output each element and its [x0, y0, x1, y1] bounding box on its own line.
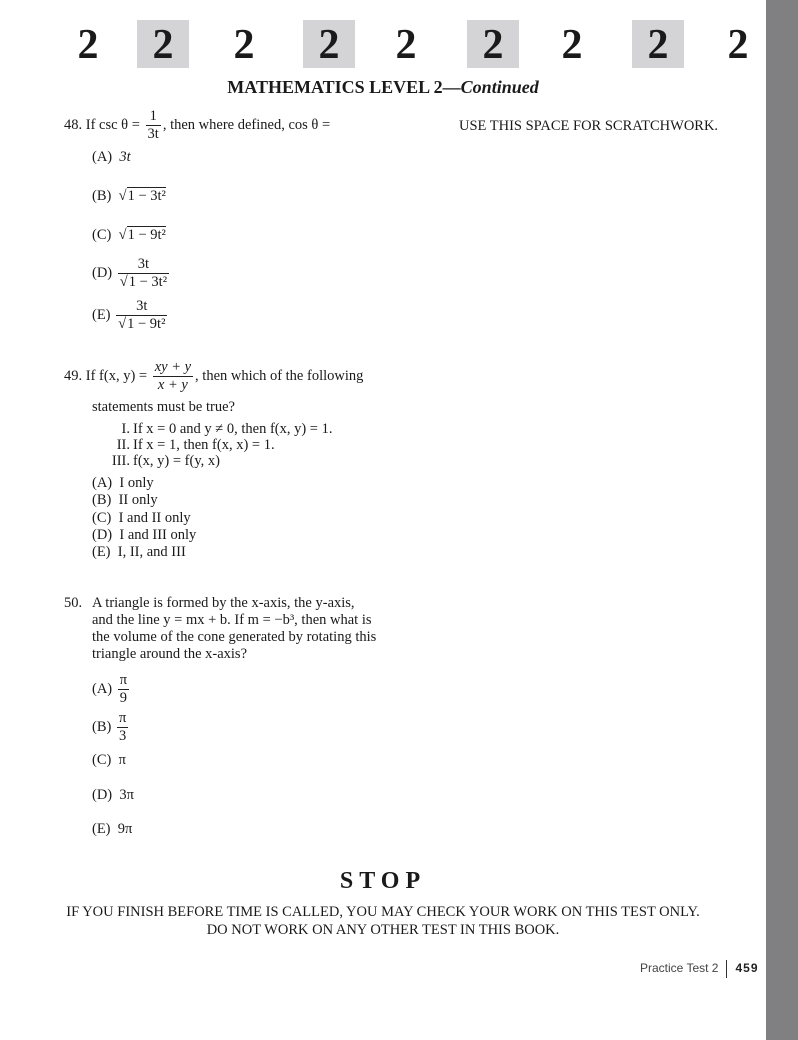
choice-label: (D): [92, 527, 113, 543]
question-text: If f(x, y) =: [85, 367, 148, 384]
section-number: 2: [233, 22, 255, 68]
page-edge-bar: [766, 0, 798, 1040]
section-number: 2: [561, 22, 583, 68]
choice-label: (B): [92, 718, 112, 735]
question-text: , then where defined, cos θ =: [162, 116, 331, 133]
choice-48c[interactable]: (C) √1 − 9t²: [92, 227, 166, 243]
choice-49d[interactable]: [92, 527, 196, 544]
statement-text: f(x, y) = f(y, x): [133, 453, 220, 469]
fraction: [146, 108, 161, 143]
question-text: , then which of the following: [195, 367, 364, 384]
choice-label: (C): [92, 752, 112, 768]
choice-text: 1 − 9t²: [127, 227, 166, 243]
stop-note: DO NOT WORK ON ANY OTHER TEST IN THIS BOOK.: [206, 922, 560, 938]
question-text: and the line y = mx + b. If m = −b³, then what is: [92, 612, 372, 628]
question-text: the volume of the cone generated by rotating this: [92, 629, 377, 645]
choice-label: (B): [92, 188, 112, 204]
question-number: 49.: [64, 367, 83, 384]
denominator: √1 − 3t²: [119, 274, 168, 290]
choice-text: I, II, and III: [117, 544, 186, 560]
choice-48b[interactable]: (B) √1 − 3t²: [92, 188, 166, 204]
radicand: 1 − 9t²: [127, 316, 166, 332]
choice-49c[interactable]: [92, 510, 191, 527]
choice-label: (A): [92, 680, 113, 697]
question-number: 50.: [64, 595, 83, 611]
choice-48d[interactable]: [92, 256, 171, 291]
numerator: 3t: [118, 256, 169, 274]
choice-text: 3π: [119, 787, 134, 803]
stop-heading: STOP: [339, 868, 427, 894]
fraction: [117, 710, 128, 745]
fraction: [153, 359, 193, 394]
denominator: 3: [119, 728, 127, 744]
choice-text: I and III only: [119, 527, 197, 543]
choice-label: (D): [92, 264, 113, 281]
choice-label: (B): [92, 492, 112, 508]
footer-section: Practice Test 2: [640, 961, 719, 976]
choice-48e[interactable]: [92, 298, 169, 333]
choice-text: I and II only: [118, 510, 191, 526]
choice-text: 1 − 3t²: [127, 188, 166, 204]
numerator: π: [118, 710, 127, 726]
statement-label: III.: [111, 453, 130, 469]
choice-label: (E): [92, 821, 111, 837]
denominator: 9: [119, 690, 128, 706]
section-number: 2: [727, 22, 749, 68]
question-text: If csc θ =: [85, 116, 140, 133]
question-text: A triangle is formed by the x-axis, the y-axis,: [92, 595, 355, 611]
choice-label: (A): [92, 475, 113, 491]
choice-50e[interactable]: [92, 821, 132, 838]
question-text: triangle around the x-axis?: [92, 646, 248, 662]
choice-50c[interactable]: [92, 752, 126, 769]
choice-label: (A): [92, 149, 113, 165]
choice-text: 3t: [119, 149, 131, 165]
choice-label: (D): [92, 787, 113, 803]
choice-text: II only: [118, 492, 158, 508]
radicand: 1 − 3t²: [128, 274, 168, 290]
statement-text: If x = 0 and y ≠ 0, then f(x, y) = 1.: [133, 421, 333, 437]
section-number: 2: [467, 20, 519, 68]
statement-label: II.: [116, 437, 130, 453]
section-number: 2: [395, 22, 417, 68]
numerator: xy + y: [154, 359, 192, 375]
question-48: [64, 108, 330, 143]
section-number: 2: [137, 20, 189, 68]
numerator: π: [119, 672, 128, 688]
page-footer: [640, 960, 759, 978]
choice-label: (C): [92, 227, 112, 243]
choice-text: I only: [119, 475, 154, 491]
denominator: x + y: [157, 377, 188, 393]
choice-50d[interactable]: [92, 787, 134, 804]
numerator: 1: [146, 108, 161, 126]
choice-text: π: [118, 752, 126, 768]
section-number: 2: [632, 20, 684, 68]
scratchwork-label: USE THIS SPACE FOR SCRATCHWORK.: [459, 118, 719, 134]
choice-48a[interactable]: [92, 149, 131, 166]
section-number: 2: [303, 20, 355, 68]
fraction: [118, 256, 169, 291]
choice-text: 9π: [117, 821, 133, 837]
question-49: [64, 359, 363, 394]
numerator: 3t: [116, 298, 167, 316]
choice-49e[interactable]: [92, 544, 186, 561]
page-title: [0, 77, 766, 98]
question-text: statements must be true?: [92, 399, 235, 415]
section-number: 2: [77, 22, 99, 68]
page-number: 459: [735, 961, 759, 976]
choice-49a[interactable]: [92, 475, 154, 492]
choice-label: (E): [92, 306, 111, 323]
fraction: [118, 672, 129, 707]
denominator: 3t: [147, 126, 159, 142]
title-text: MATHEMATICS LEVEL 2—: [227, 77, 461, 97]
choice-49b[interactable]: [92, 492, 158, 509]
choice-50a[interactable]: [92, 672, 131, 707]
divider: [726, 960, 727, 978]
question-number: 48.: [64, 116, 83, 133]
fraction: [116, 298, 167, 333]
statement-label: I.: [121, 421, 130, 437]
stop-note: IF YOU FINISH BEFORE TIME IS CALLED, YOU MAY CHECK YOUR WORK ON THIS TEST ONLY.: [66, 904, 700, 920]
choice-label: (C): [92, 510, 112, 526]
denominator: √1 − 9t²: [118, 316, 166, 332]
choice-label: (E): [92, 544, 111, 560]
title-continued: Continued: [460, 77, 539, 97]
statement-text: If x = 1, then f(x, x) = 1.: [133, 437, 275, 453]
choice-50b[interactable]: [92, 710, 130, 745]
